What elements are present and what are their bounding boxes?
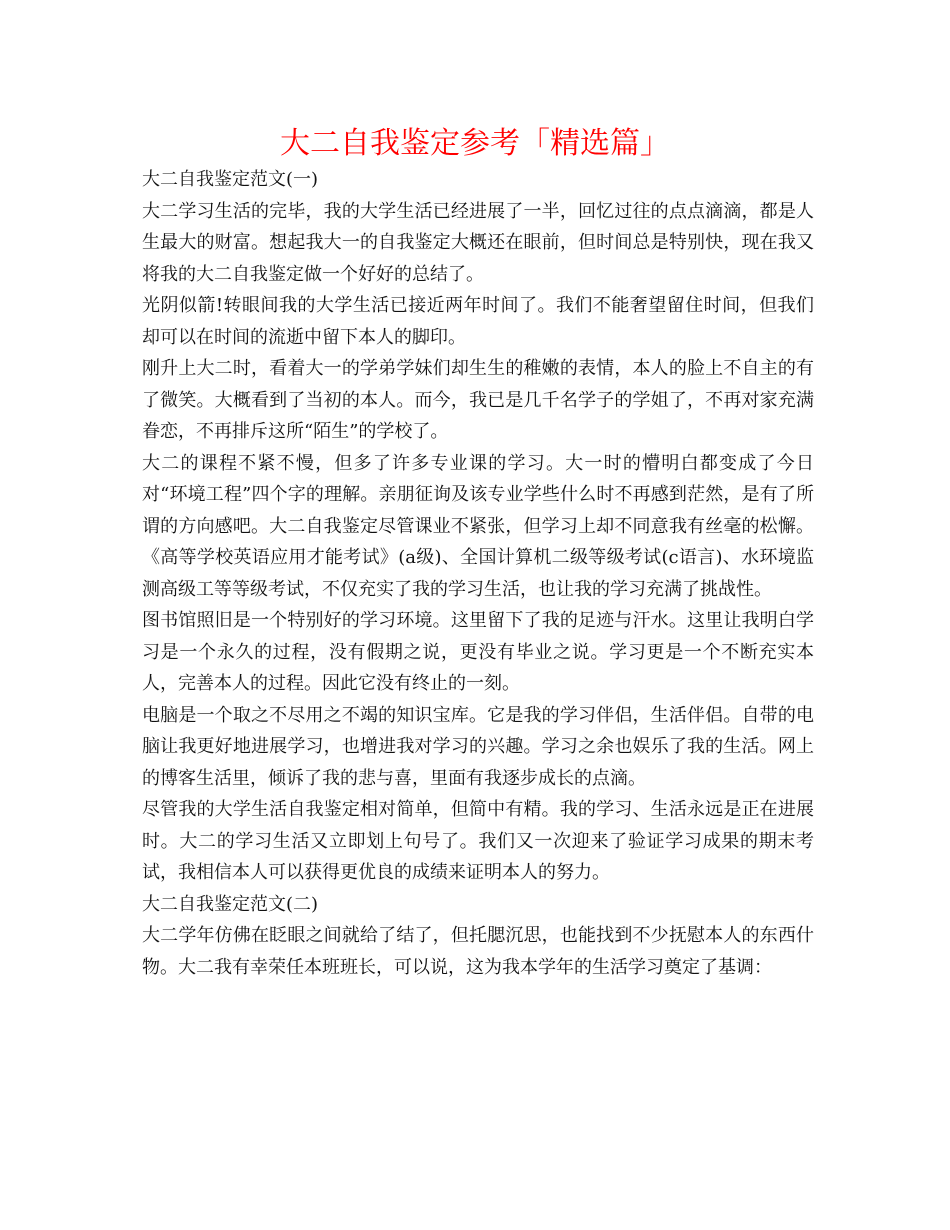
section-heading-1: 大二自我鉴定范文(一)	[142, 169, 319, 190]
paragraph: 电脑是一个取之不尽用之不竭的知识宝库。它是我的学习伴侣，生活伴侣。自带的电脑让我更好地进展学习，也增进我对学习的兴趣。学习之余也娱乐了我的生活。网上的博客生活里，倾诉了我的悲与喜，里面有我逐步成长的点滴。	[142, 704, 814, 789]
paragraph: 图书馆照旧是一个特别好的学习环境。这里留下了我的足迹与汗水。这里让我明白学习是一个永久的过程，没有假期之说，更没有毕业之说。学习更是一个不断充实本人，完善本人的过程。因此它没有终止的一刻。	[142, 610, 814, 694]
paragraph: 大二学习生活的完毕，我的大学生活已经进展了一半，回忆过往的点点滴滴，都是人生最大的财富。想起我大一的自我鉴定大概还在眼前，但时间总是特别快，现在我又将我的大二自我鉴定做一个好好的总结了。	[142, 200, 814, 285]
document-title: 大二自我鉴定参考「精选篇」	[280, 126, 670, 161]
paragraph: 大二的课程不紧不慢，但多了许多专业课的学习。大一时的懵明白都变成了今日对“环境工程”四个字的理解。亲朋征询及该专业学些什么时不再感到茫然，是有了所谓的方向感吧。大二自我鉴定尽管课业不紧张，但学习上却不同意我有丝毫的松懈。《高等学校英语应用才能考试》(a级)、全国计算机二级等级考试(c语言)、水环境监测高级工等等级考试，不仅充实了我的学习生活，也让我的学习充满了挑战性。	[142, 452, 814, 600]
paragraph: 刚升上大二时，看着大一的学弟学妹们却生生的稚嫩的表情，本人的脸上不自主的有了微笑。大概看到了当初的本人。而今，我已是几千名学子的学姐了，不再对家充满眷恋，不再排斥这所“陌生”的学校了。	[142, 358, 814, 442]
section-heading-2: 大二自我鉴定范文(二)	[142, 893, 319, 915]
paragraph: 尽管我的大学生活自我鉴定相对简单，但简中有精。我的学习、生活永远是正在进展时。大二的学习生活又立即划上句号了。我们又一次迎来了验证学习成果的期末考试，我相信本人可以获得更优良的成绩来证明本人的努力。	[142, 799, 814, 883]
paragraph: 大二学年仿佛在眨眼之间就给了结了，但托腮沉思，也能找到不少抚慰本人的东西什物。大二我有幸荣任本班班长，可以说，这为我本学年的生活学习奠定了基调：	[142, 925, 814, 978]
paragraph: 光阴似箭!转眼间我的大学生活已接近两年时间了。我们不能奢望留住时间，但我们却可以在时间的流逝中留下本人的脚印。	[142, 295, 814, 348]
document-body	[142, 164, 814, 983]
